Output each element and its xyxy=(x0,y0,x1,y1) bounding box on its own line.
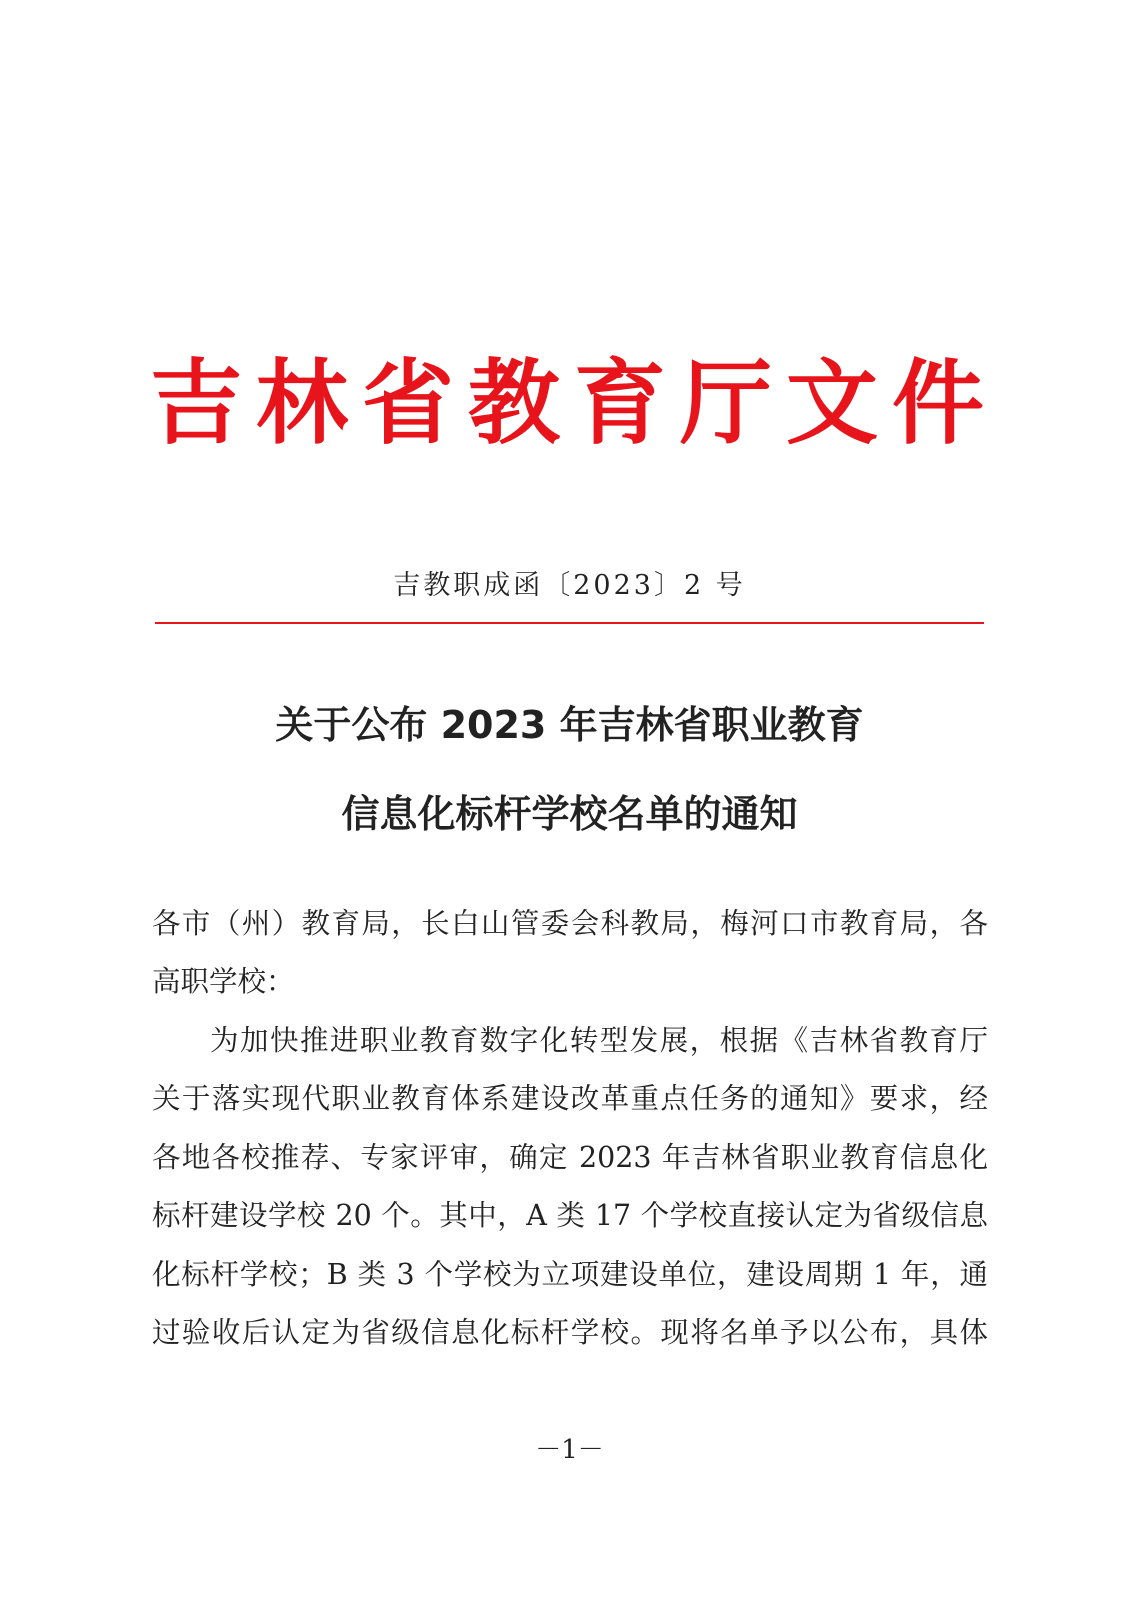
body-paragraph-line: 过验收后认定为省级信息化标杆学校。现将名单予以公布，具体 xyxy=(152,1316,988,1349)
body-paragraph-line: 标杆建设学校 20 个。其中，A 类 17 个学校直接认定为省级信息 xyxy=(152,1199,988,1232)
body-paragraph-line: 关于落实现代职业教育体系建设改革重点任务的通知》要求，经 xyxy=(152,1082,988,1115)
red-divider-line xyxy=(155,622,984,624)
addressee-line-2: 高职学校： xyxy=(152,965,295,998)
body-paragraph-line: 各地各校推荐、专家评审，确定 2023 年吉林省职业教育信息化 xyxy=(152,1141,988,1174)
addressee-line-1: 各市（州）教育局，长白山管委会科教局，梅河口市教育局，各 xyxy=(152,907,988,940)
body-paragraph-line: 为加快推进职业教育数字化转型发展，根据《吉林省教育厅 xyxy=(210,1024,988,1057)
notice-title-line-1: 关于公布 2023 年吉林省职业教育 xyxy=(275,703,864,747)
body-paragraph-line: 化标杆学校；B 类 3 个学校为立项建设单位，建设周期 1 年，通 xyxy=(152,1258,988,1291)
document-number: 吉教职成函〔2023〕2 号 xyxy=(393,570,746,601)
masthead-title: 吉林省教育厅文件 xyxy=(150,349,999,457)
notice-title-line-2: 信息化标杆学校名单的通知 xyxy=(341,792,798,836)
page-number: －1－ xyxy=(535,1435,604,1465)
